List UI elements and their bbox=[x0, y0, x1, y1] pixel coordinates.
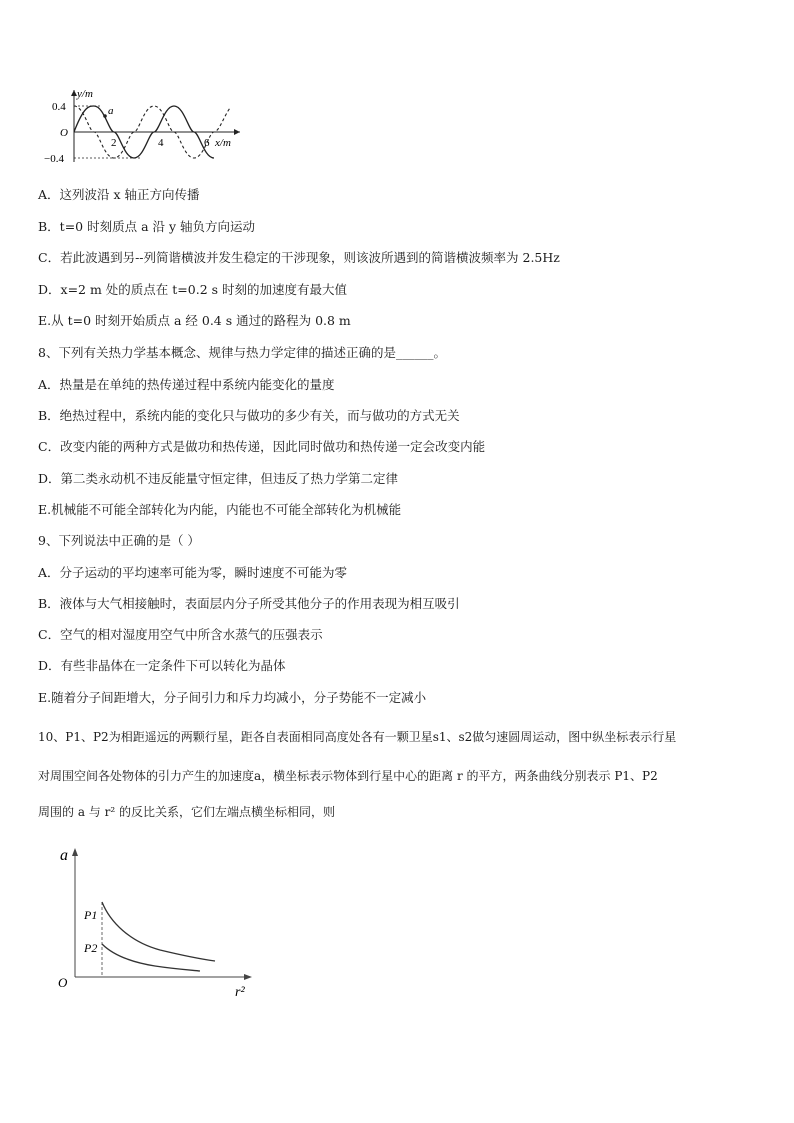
q7-option-e: E.从 t=0 时刻开始质点 a 经 0.4 s 通过的路程为 0.8 m bbox=[38, 313, 351, 328]
q7-option-c: C．若此波遇到另--列简谐横波并发生稳定的干涉现象，则该波所遇到的简谐横波频率为 2.5Hz bbox=[38, 250, 560, 265]
x-tick-6: 6 bbox=[204, 137, 210, 149]
graph-origin-label: O bbox=[58, 975, 68, 990]
q9-option-a: A．分子运动的平均速率可能为零，瞬时速度不可能为零 bbox=[38, 565, 348, 580]
graph-y-label: a bbox=[60, 847, 68, 864]
graph-x-label: r² bbox=[235, 985, 245, 1000]
acceleration-graph bbox=[50, 842, 260, 1002]
q8-option-a: A．热量是在单纯的热传递过程中系统内能变化的量度 bbox=[38, 377, 335, 392]
curve-p1-label: P1 bbox=[84, 908, 98, 922]
q8-option-e: E.机械能不可能全部转化为内能，内能也不可能全部转化为机械能 bbox=[38, 502, 402, 517]
graph-y-arrow bbox=[72, 848, 78, 856]
x-axis-arrow bbox=[234, 129, 240, 135]
q9-option-b: B．液体与大气相接触时，表面层内分子所受其他分子的作用表现为相互吸引 bbox=[38, 596, 460, 611]
point-a-label: a bbox=[108, 105, 114, 117]
curve-p1 bbox=[102, 902, 215, 961]
q8-option-d: D．第二类永动机不违反能量守恒定律，但违反了热力学第二定律 bbox=[38, 471, 399, 486]
wave-graph bbox=[44, 86, 244, 166]
q9-stem: 9、下列说法中正确的是（ ） bbox=[38, 533, 200, 548]
tick-label-pos: 0.4 bbox=[52, 101, 66, 113]
x-tick-2: 2 bbox=[111, 137, 117, 149]
curve-p2-label: P2 bbox=[84, 941, 98, 955]
q8-option-c: C．改变内能的两种方式是做功和热传递，因此同时做功和热传递一定会改变内能 bbox=[38, 439, 486, 454]
q10-line-1: 10、P1、P2为相距遥远的两颗行星，距各自表面相同高度处各有一颗卫星s1、s2做匀速圆周运动，图中纵坐标表示行星 bbox=[38, 730, 677, 744]
q7-option-b: B．t=0 时刻质点 a 沿 y 轴负方向运动 bbox=[38, 219, 256, 234]
point-a-marker bbox=[103, 114, 107, 118]
q9-option-e: E.随着分子间距增大，分子间引力和斥力均减小，分子势能不一定减小 bbox=[38, 690, 427, 705]
q7-option-a: A．这列波沿 x 轴正方向传播 bbox=[38, 187, 200, 202]
q8-stem: 8、下列有关热力学基本概念、规律与热力学定律的描述正确的是______。 bbox=[38, 345, 446, 360]
q8-option-b: B．绝热过程中，系统内能的变化只与做功的多少有关，而与做功的方式无关 bbox=[38, 408, 460, 423]
q9-option-d: D．有些非晶体在一定条件下可以转化为晶体 bbox=[38, 658, 286, 673]
q9-option-c: C．空气的相对湿度用空气中所含水蒸气的压强表示 bbox=[38, 627, 323, 642]
tick-label-neg: −0.4 bbox=[44, 153, 64, 165]
q7-option-d: D．x=2 m 处的质点在 t=0.2 s 时刻的加速度有最大值 bbox=[38, 282, 348, 297]
origin-label: O bbox=[60, 127, 68, 139]
x-axis-label: x/m bbox=[215, 137, 231, 149]
q10-line-2: 对周围空间各处物体的引力产生的加速度a，横坐标表示物体到行星中心的距离 r 的平方，两条曲线分别表示 P1、P2 bbox=[38, 769, 658, 783]
graph-x-arrow bbox=[244, 974, 252, 980]
curve-p2 bbox=[102, 944, 200, 971]
q10-line-3: 周围的 a 与 r² 的反比关系，它们左端点横坐标相同，则 bbox=[38, 805, 335, 819]
y-axis-label: y/m bbox=[77, 88, 93, 100]
x-tick-4: 4 bbox=[158, 137, 164, 149]
